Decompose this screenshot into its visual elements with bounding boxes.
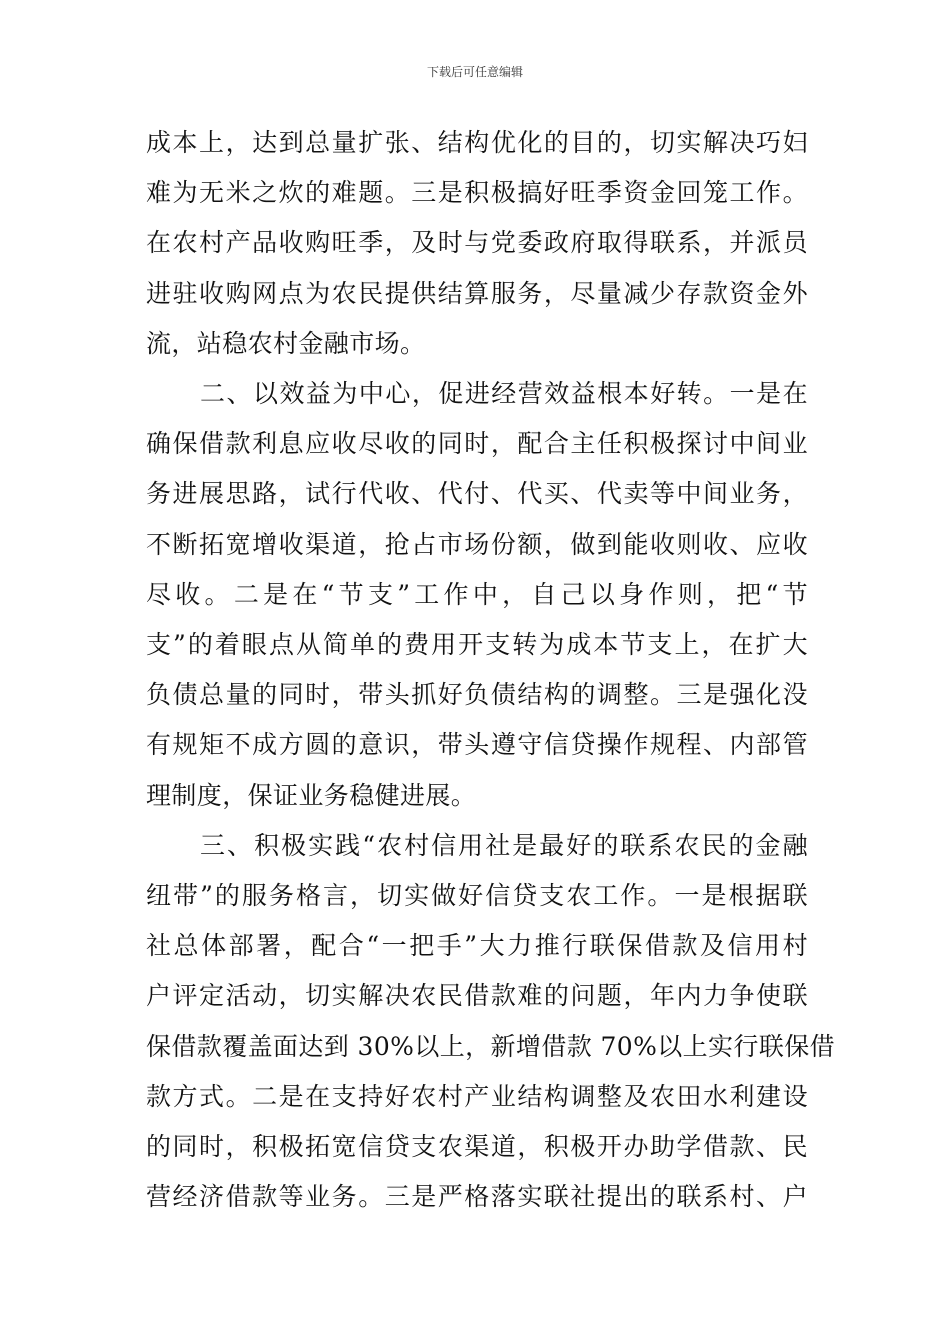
paragraph-first-line: 二、以效益为中心，促进经营效益根本好转。一是在 [200,379,808,408]
text-line: 户评定活动，切实解决农民借款难的问题，年内力争使联 [146,981,808,1010]
text-line: 营经济借款等业务。三是严格落实联社提出的联系村、户 [146,1182,808,1211]
text-line: 理制度，保证业务稳健进展。 [146,781,477,810]
text-line: 社总体部署，配合“一把手”大力推行联保借款及信用村 [146,931,808,960]
text-line: 的同时，积极拓宽信贷支农渠道，积极开办助学借款、民 [146,1132,808,1161]
text-line: 纽带”的服务格言，切实做好信贷支农工作。一是根据联 [146,881,808,910]
text-line: 在农村产品收购旺季，及时与党委政府取得联系，并派员 [146,228,808,257]
text-line: 流，站稳农村金融市场。 [146,329,426,358]
text-line: 务进展思路，试行代收、代付、代买、代卖等中间业务， [146,479,808,508]
text-line: 进驻收购网点为农民提供结算服务，尽量减少存款资金外 [146,279,808,308]
paragraph-first-line: 三、积极实践“农村信用社是最好的联系农民的金融 [200,831,808,860]
text-line: 负债总量的同时，带头抓好负债结构的调整。三是强化没 [146,680,808,709]
text-line: 确保借款利息应收尽收的同时，配合主任积极探讨中间业 [146,429,808,458]
text-line: 不断拓宽增收渠道，抢占市场份额，做到能收则收、应收 [146,530,808,559]
text-line: 成本上，达到总量扩张、结构优化的目的，切实解决巧妇 [146,128,808,157]
page-header: 下载后可任意编辑 [426,65,523,79]
text-line: 有规矩不成方圆的意识，带头遵守信贷操作规程、内部管 [146,730,808,759]
text-line: 难为无米之炊的难题。三是积极搞好旺季资金回笼工作。 [146,178,808,207]
text-line: 保借款覆盖面达到 30%以上，新增借款 70%以上实行联保借 [146,1032,836,1061]
text-line: 支”的着眼点从简单的费用开支转为成本节支上，在扩大 [146,630,808,659]
text-line: 尽收。二是在“节支”工作中，自己以身作则，把“节 [146,580,808,609]
text-line: 款方式。二是在支持好农村产业结构调整及农田水利建设 [146,1082,808,1111]
